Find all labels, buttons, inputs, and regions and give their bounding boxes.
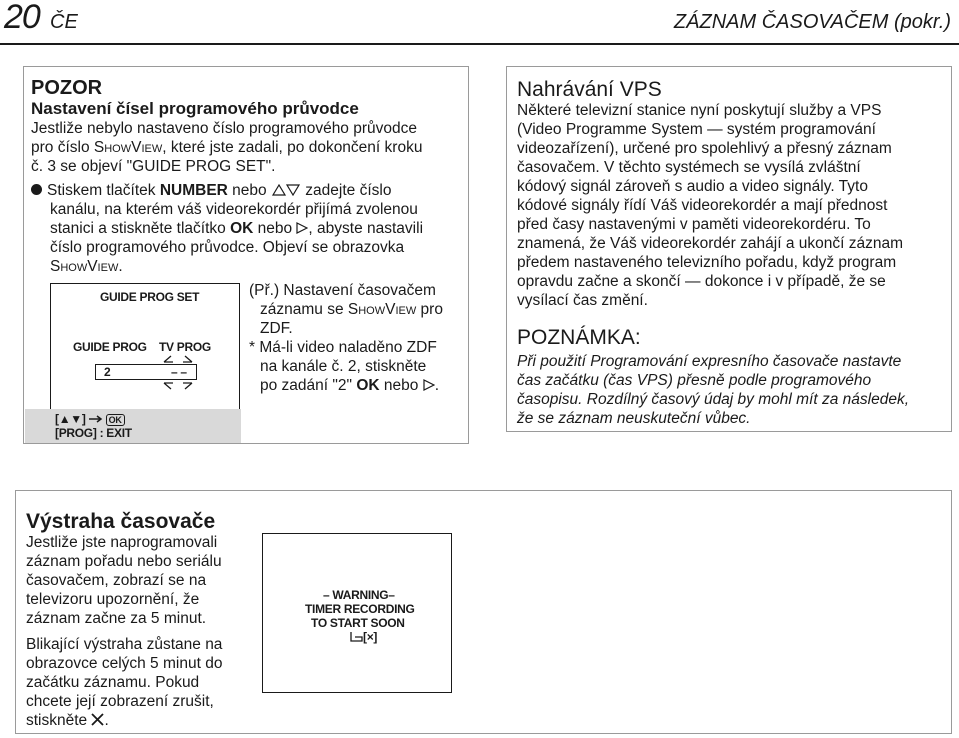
- vps-lines-line: vysílací čas změní.: [517, 292, 648, 309]
- warning-para-2: [26, 635, 222, 711]
- vps-lines-line: opravdu začne a skončí — dokonce i v případě, že se: [517, 273, 886, 290]
- warn-p2-line: začátku záznamu. Pokud: [26, 674, 200, 691]
- vps-note-line: Při použití Programování expresního časovače nastavte: [517, 353, 902, 370]
- pozor-title: POZOR: [31, 77, 103, 99]
- vps-note-body: [517, 352, 947, 428]
- pozor-subtitle: Nastavení čísel programového průvodce: [31, 99, 359, 118]
- vps-lines-line: kódové signály řídí Váš videorekordér a mají přednost: [517, 197, 888, 214]
- vps-lines-line: předem nastaveného televizního pořadu, když program: [517, 254, 897, 271]
- vps-lines-line: časovačem. V těchto systémech se vysílá zvláštní: [517, 159, 861, 176]
- screen-col-guide-prog: GUIDE PROG: [73, 340, 147, 354]
- warn-p2-line: chcete její zobrazení zrušit,: [26, 693, 214, 710]
- up-down-triangle-icon: [271, 184, 301, 196]
- screen-footer: [25, 409, 241, 443]
- pozor-bullet-block: Stiskem tlačítek NUMBER nebo zadejte číslo kanálu, na kterém váš videorekordér přijímá zvolenou stanici a stiskněte tlačítko OK nebo , abyste nastavili číslo programového průvodce. Objeví se obrazovka ShowView.: [31, 181, 423, 276]
- chapter-title: ZÁZNAM ČASOVAČEM (pokr.): [673, 11, 951, 33]
- warn-p1-line: záznam začne za 5 minut.: [26, 610, 207, 627]
- cancel-x-icon: [91, 713, 104, 726]
- warn-p2-line: Blikající výstraha zůstane na: [26, 636, 223, 653]
- timer-icon: [349, 631, 363, 642]
- ok-key-icon: OK: [106, 414, 125, 426]
- screen-title: GUIDE PROG SET: [100, 290, 200, 304]
- screen-col-tv-prog: TV PROG: [159, 340, 211, 354]
- vps-note-line: čas začátku (čas VPS) přesně podle programového: [517, 372, 872, 389]
- warning-para-2-last: stiskněte .: [26, 712, 109, 729]
- vps-lines-line: znamená, že Váš videorekordér zahájí a ukončí záznam: [517, 235, 903, 252]
- warn-p1-line: záznam pořadu nebo seriálu: [26, 553, 222, 570]
- screen-footer-line-1: [▲▼] OK: [55, 412, 125, 426]
- vps-lines-line: kódový signál zároveň s audio a video signály. Tyto: [517, 178, 868, 195]
- section-code: ČE: [50, 11, 78, 33]
- vps-note-line: že se záznam neuskuteční vůbec.: [517, 410, 751, 427]
- right-triangle-icon: [423, 379, 435, 391]
- screen-value-row: [95, 364, 197, 380]
- arrow-right-icon: [89, 415, 103, 423]
- pozor-example: (Př.) Nastavení časovačem záznamu se ShowView pro ZDF. * Má-li video naladěno ZDF na kanále č. 2, stiskněte po zadání "2" OK nebo .: [249, 282, 443, 394]
- blink-rays-top-icon: [161, 354, 195, 364]
- vps-note-title: POZNÁMKA:: [517, 326, 641, 349]
- warning-screen-line-3: TO START SOON: [311, 616, 405, 630]
- warn-p2-line: obrazovce celých 5 minut do: [26, 655, 223, 672]
- pozor-intro-3: č. 3 se objeví "GUIDE PROG SET".: [31, 158, 276, 175]
- warning-title: Výstraha časovače: [26, 510, 216, 533]
- pozor-intro-1: Jestliže nebylo nastaveno číslo programového průvodce: [31, 120, 418, 137]
- warning-screen-line-4: [×]: [349, 630, 377, 644]
- vps-lines-line: před časy nastavenými v paměti videorekordéru. To: [517, 216, 871, 233]
- screen-value-guide-prog: 2: [104, 365, 111, 379]
- vps-note-line: časopisu. Rozdílný časový údaj by mohl mít za následek,: [517, 391, 909, 408]
- screen-value-tv-prog: – –: [171, 365, 187, 379]
- vps-lines-line: videozařízení), určené pro spolehlivý a přesný záznam: [517, 140, 892, 157]
- vps-lines-line: Některé televizní stanice nyní poskytují služby a VPS: [517, 102, 882, 119]
- warning-screen-line-2: TIMER RECORDING: [305, 602, 415, 616]
- warn-p1-line: časovačem, zobrazí se na: [26, 572, 207, 589]
- pozor-intro-2: pro číslo ShowView, které jste zadali, po dokončení kroku: [31, 139, 423, 156]
- blink-rays-bottom-icon: [161, 381, 195, 391]
- vps-body: [517, 101, 947, 310]
- warn-p1-line: televizoru upozornění, že: [26, 591, 200, 608]
- guide-prog-screen: [50, 283, 240, 443]
- right-triangle-icon: [296, 222, 308, 234]
- warning-para-1: [26, 533, 222, 628]
- bullet-icon: [31, 184, 42, 195]
- screen-footer-line-2: [PROG] : EXIT: [55, 426, 132, 440]
- warning-screen: [262, 533, 452, 693]
- page-number: 20: [4, 0, 40, 36]
- warn-p1-line: Jestliže jste naprogramovali: [26, 534, 218, 551]
- warning-box: [15, 490, 952, 734]
- pozor-box: [23, 66, 469, 444]
- vps-lines-line: (Video Programme System — systém programování: [517, 121, 876, 138]
- header-rule: [0, 43, 959, 45]
- vps-title: Nahrávání VPS: [517, 78, 662, 101]
- vps-box: [506, 66, 952, 432]
- warning-screen-line-1: – WARNING–: [323, 588, 395, 602]
